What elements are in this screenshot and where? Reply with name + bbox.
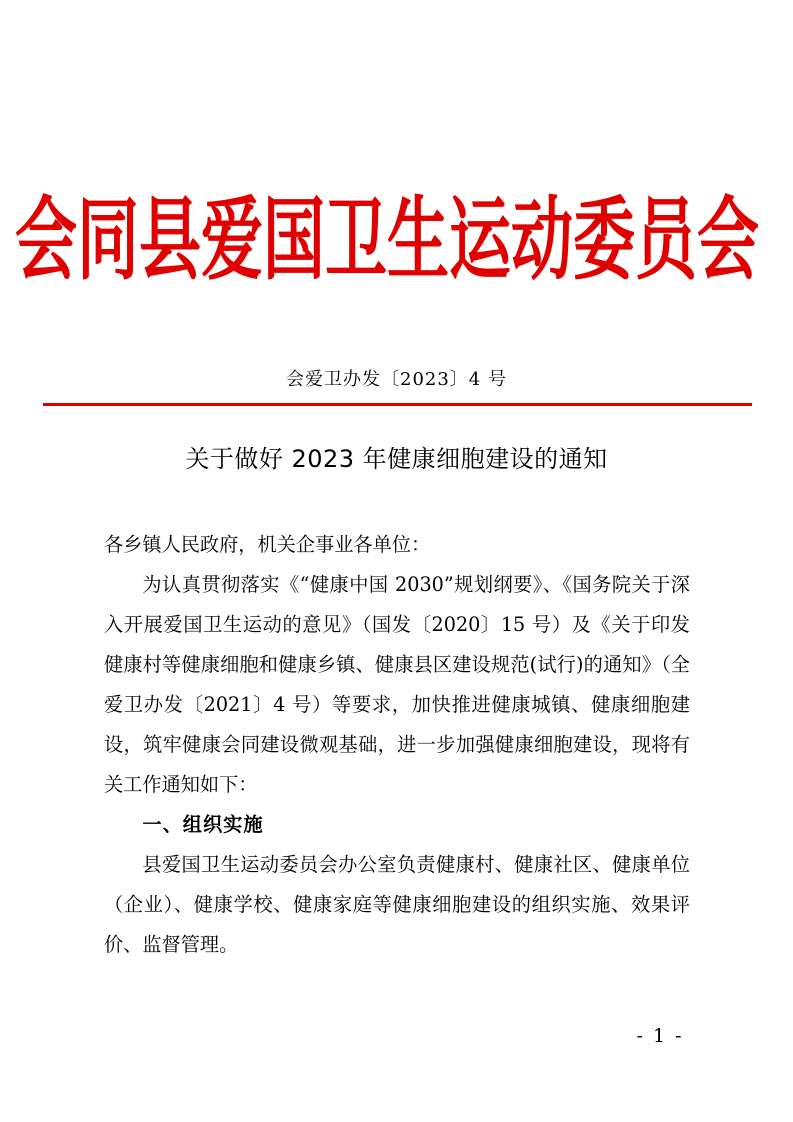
document-body <box>104 525 690 965</box>
section-heading-organization: 一、组织实施 <box>142 813 264 836</box>
red-divider-line <box>43 403 752 406</box>
masthead-title: 会同县爱国卫生运动委员会 <box>15 186 760 293</box>
document-title: 关于做好 2023 年健康细胞建设的通知 <box>185 445 608 473</box>
document-number: 会爱卫办发〔2023〕4 号 <box>286 369 507 390</box>
page-number: - 1 - <box>636 1025 684 1047</box>
salutation: 各乡镇人民政府，机关企事业各单位： <box>104 533 431 556</box>
paragraph-organization: 县爱国卫生运动委员会办公室负责健康村、健康社区、健康单位（企业）、健康学校、健康家庭等健康细胞建设的组织实施、效果评价、监督管理。 <box>104 853 690 956</box>
paragraph-intro: 为认真贯彻落实《“健康中国 2030”规划纲要》、《国务院关于深入开展爱国卫生运动的意见》（国发〔2020〕15 号）及《关于印发健康村等健康细胞和健康乡镇、健康县区建设规范(试行)的通知》（全爱卫办发〔2021〕4 号）等要求，加快推进健康城镇、健康细胞建设，筑牢健康会同建设微观基础，进一步加强健康细胞建设，现将有关工作通知如下： <box>104 573 690 796</box>
